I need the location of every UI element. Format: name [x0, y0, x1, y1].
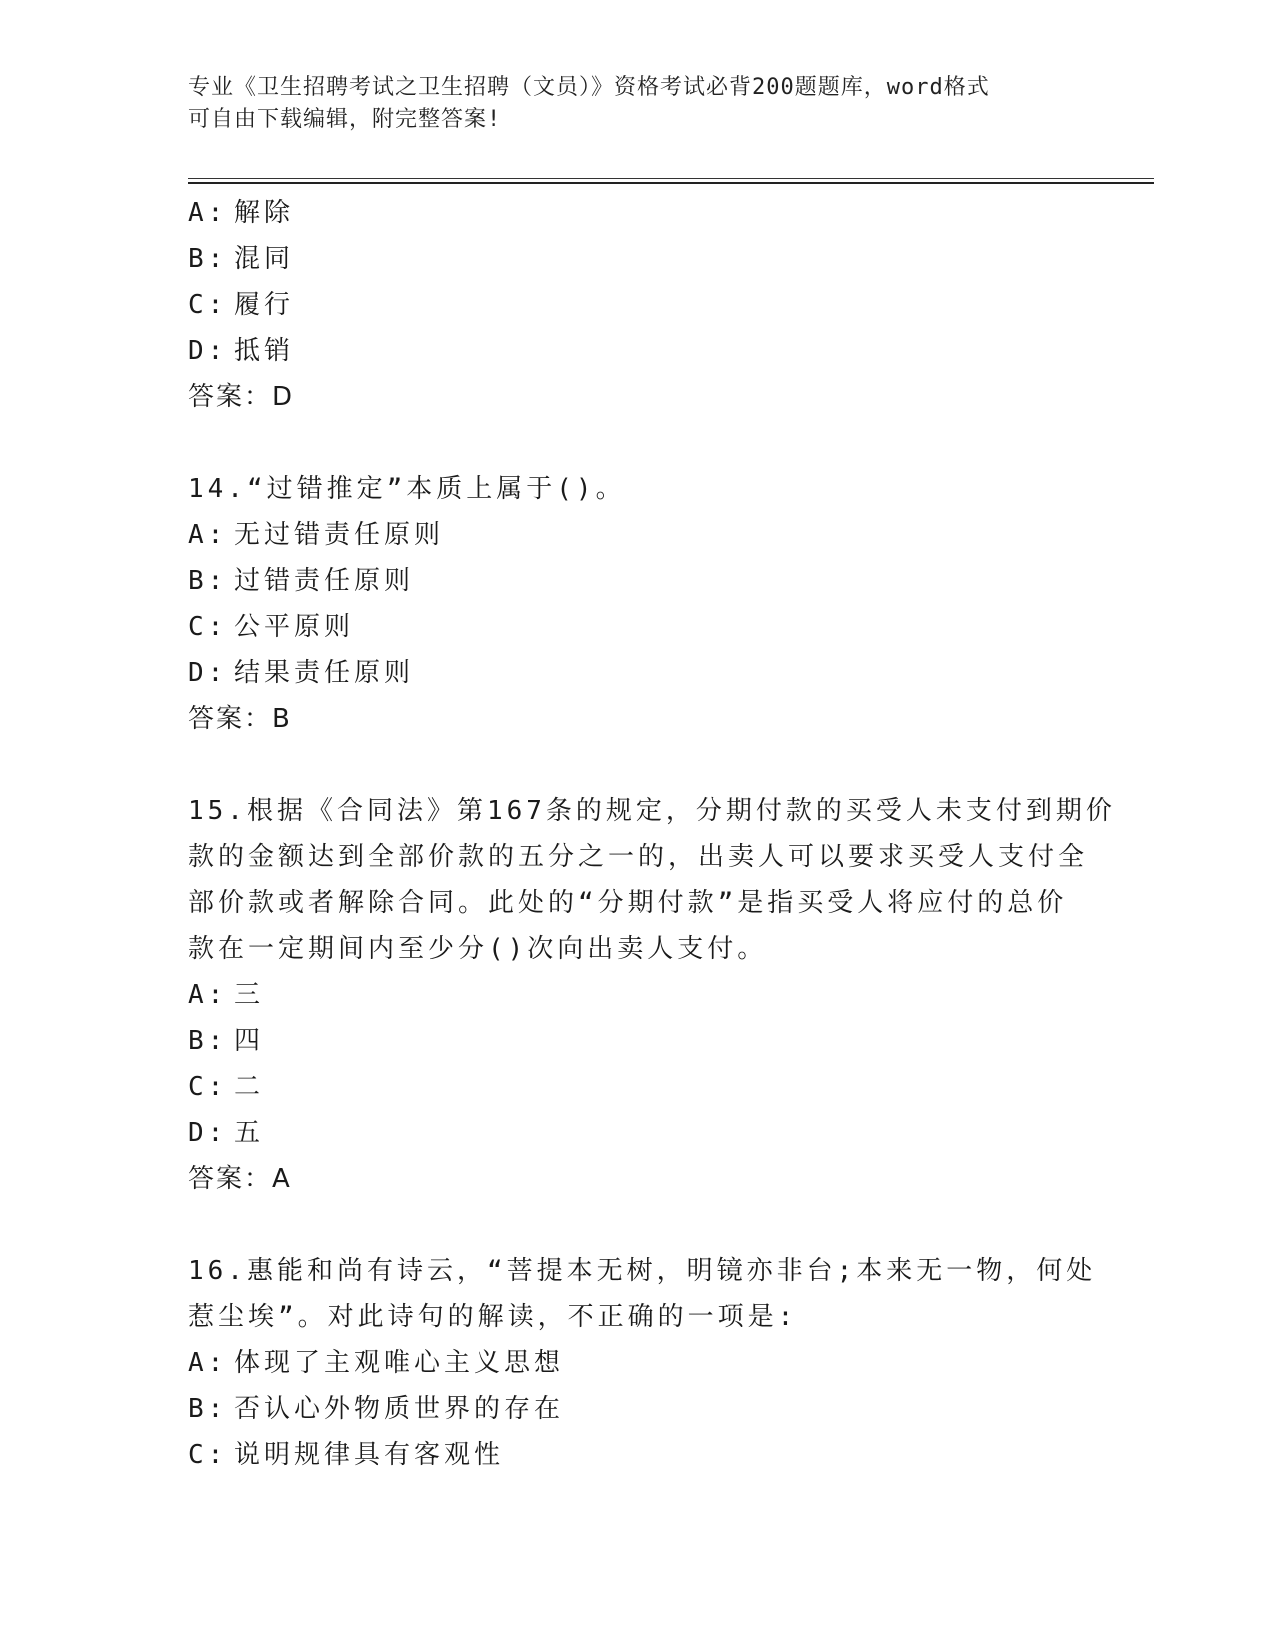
question-stem-line: 16.惠能和尚有诗云，“菩提本无树，明镜亦非台;本来无一物，何处 [188, 1256, 1097, 1286]
option-d: D: 抵销 [188, 336, 295, 366]
option-c: C: 公平原则 [188, 612, 355, 642]
header-divider-thick [188, 182, 1154, 184]
option-b: B: 混同 [188, 244, 295, 274]
option-d: D: 五 [188, 1118, 265, 1148]
option-b: B: 四 [188, 1026, 265, 1056]
question-stem-line: 款在一定期间内至少分()次向出卖人支付。 [188, 934, 768, 964]
header-line-1: 专业《卫生招聘考试之卫生招聘（文员）》资格考试必背200题题库，word格式 [188, 75, 990, 100]
option-c: C: 说明规律具有客观性 [188, 1440, 505, 1470]
option-c: C: 二 [188, 1072, 265, 1102]
question-stem-line: 部价款或者解除合同。此处的“分期付款”是指买受人将应付的总价 [188, 888, 1068, 918]
option-d: D: 结果责任原则 [188, 658, 415, 688]
question-stem-line: 15.根据《合同法》第167条的规定，分期付款的买受人未支付到期价 [188, 796, 1116, 826]
option-b: B: 过错责任原则 [188, 566, 415, 596]
spacer [188, 1202, 1088, 1248]
question-16 [188, 1248, 1097, 1478]
question-list [188, 190, 1116, 1478]
question-stem: 14.“过错推定”本质上属于()。 [188, 474, 626, 504]
question-15 [188, 788, 1116, 1202]
document-header [188, 72, 1068, 136]
question-14 [188, 466, 1088, 742]
header-divider-thin [188, 178, 1154, 179]
spacer [188, 742, 1088, 788]
answer: 答案：A [188, 1164, 292, 1194]
option-a: A: 无过错责任原则 [188, 520, 445, 550]
option-a: A: 解除 [188, 198, 295, 228]
option-a: A: 体现了主观唯心主义思想 [188, 1348, 565, 1378]
header-line-2: 可自由下载编辑，附完整答案! [188, 107, 502, 132]
option-a: A: 三 [188, 980, 265, 1010]
spacer [188, 420, 1088, 466]
question-stem-line: 惹尘埃”。对此诗句的解读，不正确的一项是: [188, 1302, 798, 1332]
option-b: B: 否认心外物质世界的存在 [188, 1394, 565, 1424]
question-13 [188, 190, 1088, 420]
answer: 答案：B [188, 704, 292, 734]
option-c: C: 履行 [188, 290, 295, 320]
answer: 答案：D [188, 382, 295, 412]
question-stem-line: 款的金额达到全部价款的五分之一的，出卖人可以要求买受人支付全 [188, 842, 1089, 872]
